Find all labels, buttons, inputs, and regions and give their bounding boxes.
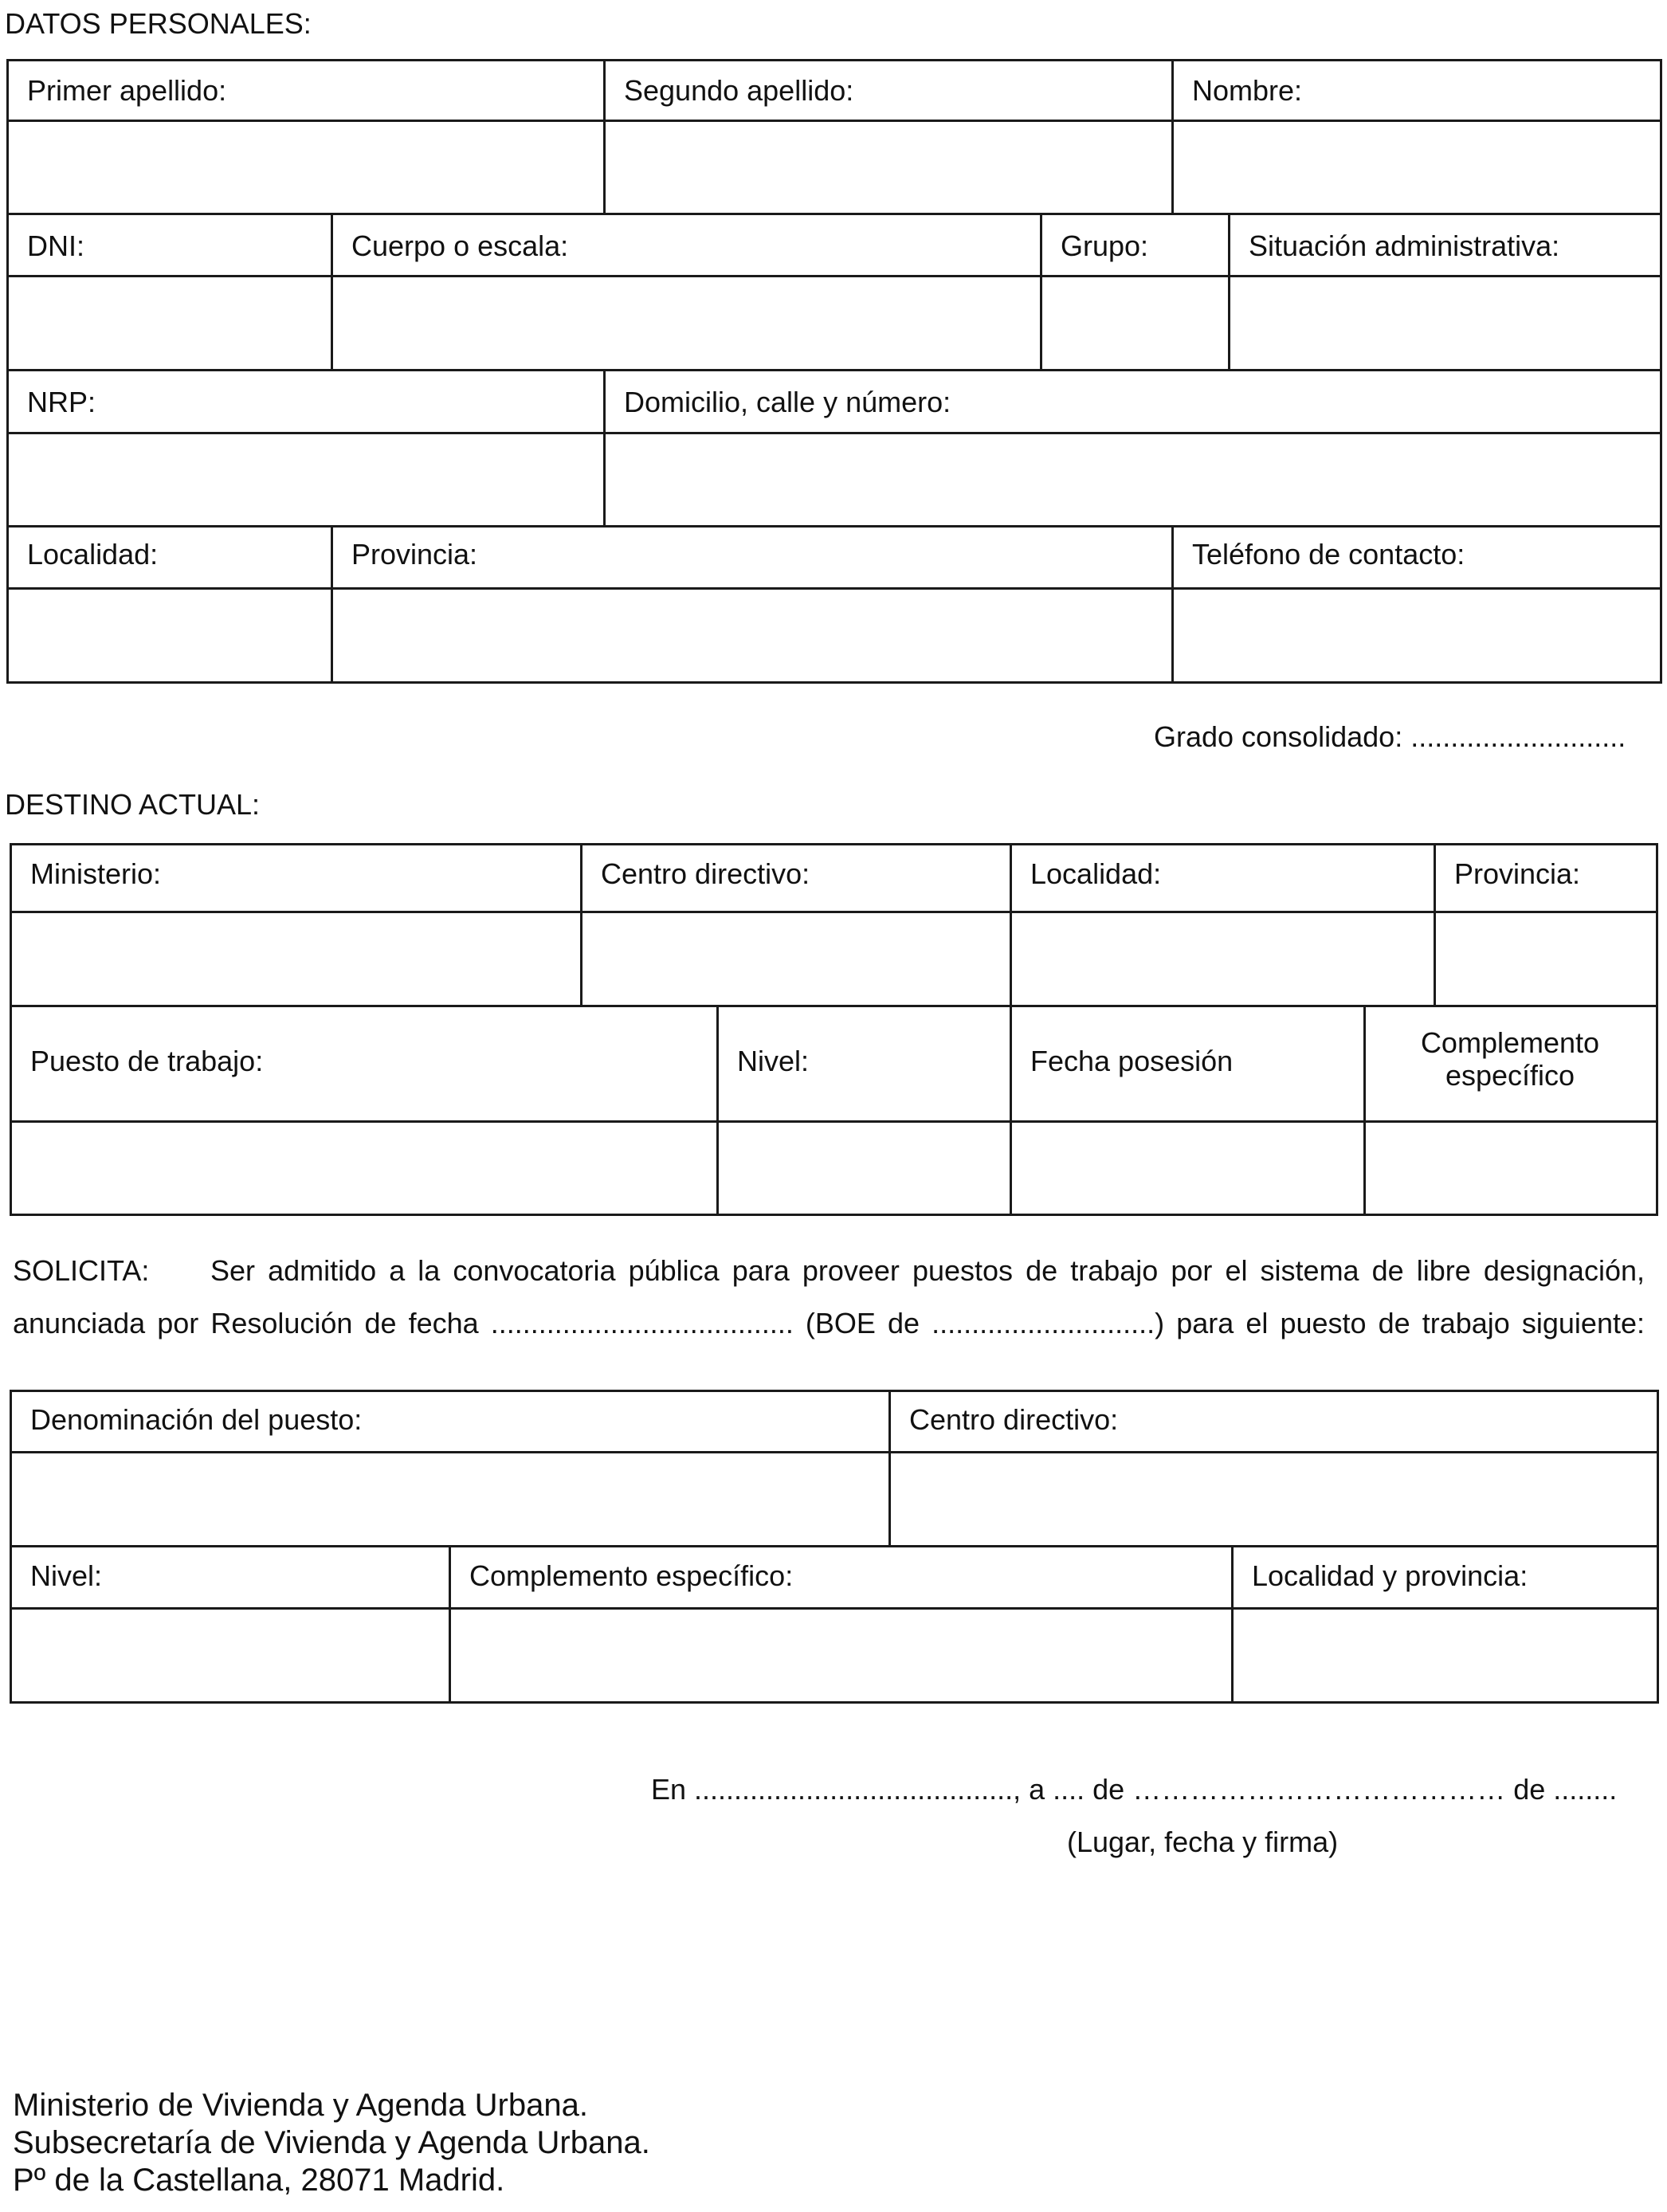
label-situacion-administrativa: Situación administrativa: — [1249, 229, 1560, 262]
label-puesto-trabajo: Puesto de trabajo: — [30, 1045, 264, 1077]
label-centro-directivo-puesto: Centro directivo: — [909, 1403, 1119, 1436]
label-localidad: Localidad: — [27, 538, 159, 571]
label-localidad-provincia: Localidad y provincia: — [1252, 1559, 1528, 1592]
label-denominacion-puesto: Denominación del puesto: — [30, 1403, 363, 1436]
label-provincia: Provincia: — [351, 538, 478, 571]
field-segundo-apellido[interactable] — [606, 122, 1171, 213]
section-heading-datos-personales: DATOS PERSONALES: — [5, 7, 312, 40]
rule — [6, 525, 1662, 528]
label-telefono: Teléfono de contacto: — [1192, 538, 1465, 571]
field-primer-apellido[interactable] — [9, 122, 603, 213]
field-centro-directivo[interactable] — [582, 913, 1010, 1005]
label-fecha-posesion: Fecha posesión — [1030, 1045, 1234, 1077]
field-localidad[interactable] — [9, 590, 331, 681]
field-fecha-posesion[interactable] — [1012, 1123, 1363, 1214]
footer-line-1: Ministerio de Vivienda y Agenda Urbana. — [13, 2088, 588, 2123]
grado-consolidado: Grado consolidado: ........................... — [1154, 720, 1626, 753]
field-denominacion-puesto[interactable] — [12, 1453, 888, 1545]
field-complemento-puesto[interactable] — [451, 1610, 1231, 1701]
rule — [6, 369, 1662, 371]
solicita-text-line-2: anunciada por Resolución de fecha ...................................... (BOE de ............................) para el puesto de trabajo siguiente: — [13, 1307, 1645, 1339]
firma-caption: (Lugar, fecha y firma) — [1067, 1826, 1339, 1858]
label-segundo-apellido: Segundo apellido: — [624, 74, 854, 107]
label-grupo: Grupo: — [1061, 229, 1149, 262]
label-provincia-destino: Provincia: — [1454, 857, 1581, 890]
label-nombre: Nombre: — [1192, 74, 1303, 107]
footer-line-2: Subsecretaría de Vivienda y Agenda Urbana. — [13, 2125, 650, 2160]
field-dni[interactable] — [9, 277, 331, 369]
field-nivel-destino[interactable] — [719, 1123, 1010, 1214]
label-dni: DNI: — [27, 229, 84, 262]
field-complemento-especifico[interactable] — [1366, 1123, 1656, 1214]
field-nrp[interactable] — [9, 434, 603, 525]
field-situacion-administrativa[interactable] — [1230, 277, 1660, 369]
solicita-label: SOLICITA: — [13, 1254, 150, 1287]
field-provincia[interactable] — [333, 590, 1171, 681]
field-localidad-destino[interactable] — [1012, 913, 1434, 1005]
field-domicilio[interactable] — [606, 434, 1660, 525]
label-cuerpo-escala: Cuerpo o escala: — [351, 229, 569, 262]
rule — [6, 213, 1662, 215]
label-complemento-especifico: Complemento específico — [1420, 1026, 1600, 1092]
field-localidad-provincia[interactable] — [1234, 1610, 1657, 1701]
label-centro-directivo: Centro directivo: — [601, 857, 810, 890]
label-domicilio: Domicilio, calle y número: — [624, 386, 951, 418]
field-nivel-puesto[interactable] — [12, 1610, 449, 1701]
rule — [10, 1545, 1659, 1547]
label-localidad-destino: Localidad: — [1030, 857, 1162, 890]
field-centro-directivo-puesto[interactable] — [891, 1453, 1657, 1545]
label-ministerio: Ministerio: — [30, 857, 162, 890]
label-nivel-destino: Nivel: — [737, 1045, 810, 1077]
field-cuerpo-escala[interactable] — [333, 277, 1040, 369]
field-provincia-destino[interactable] — [1436, 913, 1656, 1005]
label-nivel-puesto: Nivel: — [30, 1559, 103, 1592]
label-complemento-puesto: Complemento específico: — [469, 1559, 794, 1592]
field-puesto-trabajo[interactable] — [12, 1123, 716, 1214]
label-primer-apellido: Primer apellido: — [27, 74, 227, 107]
rule — [10, 1005, 1658, 1007]
footer-line-3: Pº de la Castellana, 28071 Madrid. — [13, 2163, 505, 2198]
field-ministerio[interactable] — [12, 913, 580, 1005]
label-nrp: NRP: — [27, 386, 96, 418]
firma-line: En ........................................, a .... de ………………………………… de ........ — [651, 1773, 1618, 1806]
field-grupo[interactable] — [1042, 277, 1228, 369]
field-telefono[interactable] — [1174, 590, 1660, 681]
field-nombre[interactable] — [1174, 122, 1660, 213]
section-heading-destino-actual: DESTINO ACTUAL: — [5, 788, 261, 821]
solicita-text-line-1: Ser admitido a la convocatoria pública para proveer puestos de trabajo por el sistema de libre designación, — [210, 1254, 1645, 1287]
